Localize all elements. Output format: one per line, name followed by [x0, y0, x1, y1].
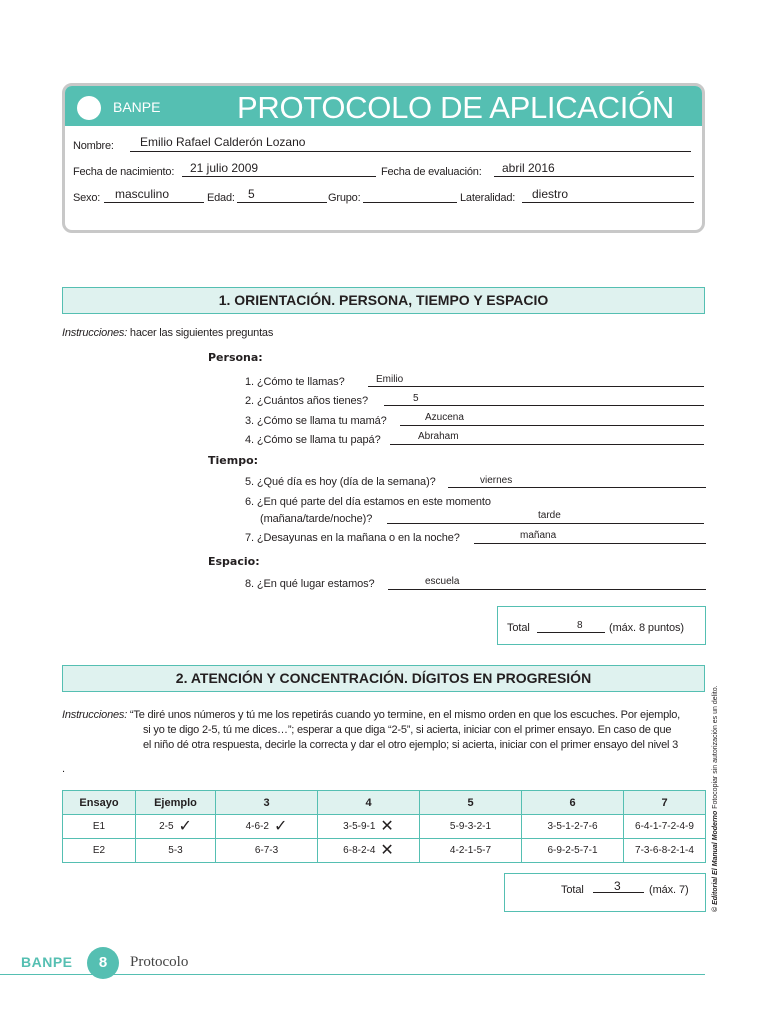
evaluacion-label: Fecha de evaluación: — [381, 166, 482, 178]
cell-text: 6-8-2-4 — [343, 845, 376, 856]
total-1-value: 8 — [577, 620, 583, 631]
stray-dot: . — [62, 763, 65, 775]
table-cell: 5-3 — [136, 839, 216, 863]
col-header: Ensayo — [63, 791, 136, 815]
table-cell: 6-7-3 — [216, 839, 318, 863]
edad-value: 5 — [248, 187, 255, 201]
col-header: 3 — [216, 791, 318, 815]
table-cell: 3-5-1-2-7-6 — [522, 815, 624, 839]
section-2-instructions — [62, 708, 680, 723]
footer-section-label: Protocolo — [130, 954, 189, 970]
table-cell: 5-9-3-2-1 — [420, 815, 522, 839]
instructions-line-3: el niño dé otra respuesta, decirle la correcta y dar el otro ejemplo; si acierta, iniciar con el primer ensayo del nivel 3 — [143, 739, 679, 751]
table-cell: 7-3-6-8-2-1-4 — [624, 839, 706, 863]
nacimiento-label: Fecha de nacimiento: — [73, 166, 175, 178]
espacio-subheading: Espacio: — [208, 555, 260, 568]
nombre-value: Emilio Rafael Calderón Lozano — [140, 135, 306, 149]
lateralidad-label: Lateralidad: — [460, 192, 516, 204]
question-7: 7. ¿Desayunas en la mañana o en la noche? — [245, 532, 460, 544]
table-header-row — [63, 791, 706, 815]
answer-2: 5 — [413, 393, 419, 404]
answer-7: mañana — [520, 530, 557, 541]
table-cell — [318, 839, 420, 863]
total-1-max: (máx. 8 puntos) — [609, 622, 684, 634]
instructions-label: Instrucciones: — [62, 327, 128, 339]
edad-label: Edad: — [207, 192, 235, 204]
header-bar — [65, 86, 702, 126]
section-2-heading: 2. ATENCIÓN Y CONCENTRACIÓN. DÍGITOS EN PROGRESIÓN — [62, 665, 705, 692]
page-title: PROTOCOLO DE APLICACIÓN — [237, 90, 674, 125]
answer-6: tarde — [538, 510, 561, 521]
col-header: 7 — [624, 791, 706, 815]
table-cell: 6-9-2-5-7-1 — [522, 839, 624, 863]
check-icon: ✓ — [273, 817, 288, 835]
total-1-label: Total — [507, 622, 530, 634]
grupo-label: Grupo: — [328, 192, 361, 204]
header-brand: BANPE — [113, 99, 161, 115]
cell-text: 4-6-2 — [245, 821, 269, 832]
answer-7-field[interactable] — [474, 531, 706, 544]
question-5: 5. ¿Qué día es hoy (día de la semana)? — [245, 476, 436, 488]
total-2-value: 3 — [614, 879, 621, 893]
question-6-options: (mañana/tarde/noche)? — [260, 513, 373, 525]
total-2-max: (máx. 7) — [649, 884, 689, 896]
question-1: 1. ¿Cómo te llamas? — [245, 376, 345, 388]
total-1-field[interactable] — [537, 620, 605, 633]
instructions-line-1: “Te diré unos números y tú me los repetirás cuando yo termine, en el mismo orden en que los escuches. Por ejemplo, — [127, 709, 681, 721]
check-icon: ✓ — [178, 817, 192, 835]
copyright-text: Fotocopiar sin autorización es un delito. — [712, 685, 719, 811]
total-2-label: Total — [561, 884, 584, 896]
page-number-badge: 8 — [87, 947, 119, 979]
section-1-heading: 1. ORIENTACIÓN. PERSONA, TIEMPO Y ESPACIO — [62, 287, 705, 314]
answer-3: Azucena — [425, 412, 464, 423]
col-header: 6 — [522, 791, 624, 815]
table-cell: 4-2-1-5-7 — [420, 839, 522, 863]
question-4: 4. ¿Cómo se llama tu papá? — [245, 434, 381, 446]
copyright-note — [712, 612, 719, 912]
answer-2-field[interactable] — [384, 393, 704, 406]
nombre-label: Nombre: — [73, 140, 114, 152]
table-cell — [136, 815, 216, 839]
instructions-line-2: si yo te digo 2-5, tú me dices…”; esperar a que diga “2-5”, si acierta, iniciar con el primer ensayo. En caso de que — [143, 724, 672, 736]
question-3: 3. ¿Cómo se llama tu mamá? — [245, 415, 387, 427]
instructions-label-2: Instrucciones: — [62, 709, 128, 721]
lateralidad-value: diestro — [532, 187, 569, 201]
header-card — [62, 83, 705, 233]
brand-circle-icon — [77, 96, 101, 120]
tiempo-subheading: Tiempo: — [208, 454, 259, 467]
answer-1: Emilio — [376, 374, 404, 385]
col-header: Ejemplo — [136, 791, 216, 815]
table-row — [63, 839, 706, 863]
cell-text: 3-5-9-1 — [343, 821, 376, 832]
digits-table — [62, 790, 706, 863]
sexo-value: masculino — [115, 187, 170, 201]
question-8: 8. ¿En qué lugar estamos? — [245, 578, 375, 590]
answer-5: viernes — [480, 475, 513, 486]
col-header: 4 — [318, 791, 420, 815]
question-2: 2. ¿Cuántos años tienes? — [245, 395, 368, 407]
answer-8: escuela — [425, 576, 460, 587]
question-6: 6. ¿En qué parte del día estamos en este momento — [245, 496, 491, 508]
table-cell: E1 — [63, 815, 136, 839]
footer-brand: BANPE — [21, 954, 73, 970]
instructions-text: hacer las siguientes preguntas — [127, 327, 274, 339]
table-row — [63, 815, 706, 839]
table-cell — [216, 815, 318, 839]
section-1-instructions — [62, 326, 273, 341]
copyright-publisher: © Editorial El Manual Moderno — [712, 810, 719, 912]
col-header: 5 — [420, 791, 522, 815]
answer-1-field[interactable] — [368, 374, 704, 387]
answer-4: Abraham — [418, 431, 459, 442]
table-cell: 6-4-1-7-2-4-9 — [624, 815, 706, 839]
cell-text: 2-5 — [159, 821, 174, 832]
cross-icon: ✕ — [380, 817, 394, 835]
evaluacion-value: abril 2016 — [502, 161, 555, 175]
table-cell — [318, 815, 420, 839]
grupo-field[interactable] — [363, 189, 457, 203]
table-cell: E2 — [63, 839, 136, 863]
persona-subheading: Persona: — [208, 351, 263, 364]
cross-icon: ✕ — [380, 841, 394, 859]
nacimiento-value: 21 julio 2009 — [190, 161, 259, 175]
sexo-label: Sexo: — [73, 192, 101, 204]
